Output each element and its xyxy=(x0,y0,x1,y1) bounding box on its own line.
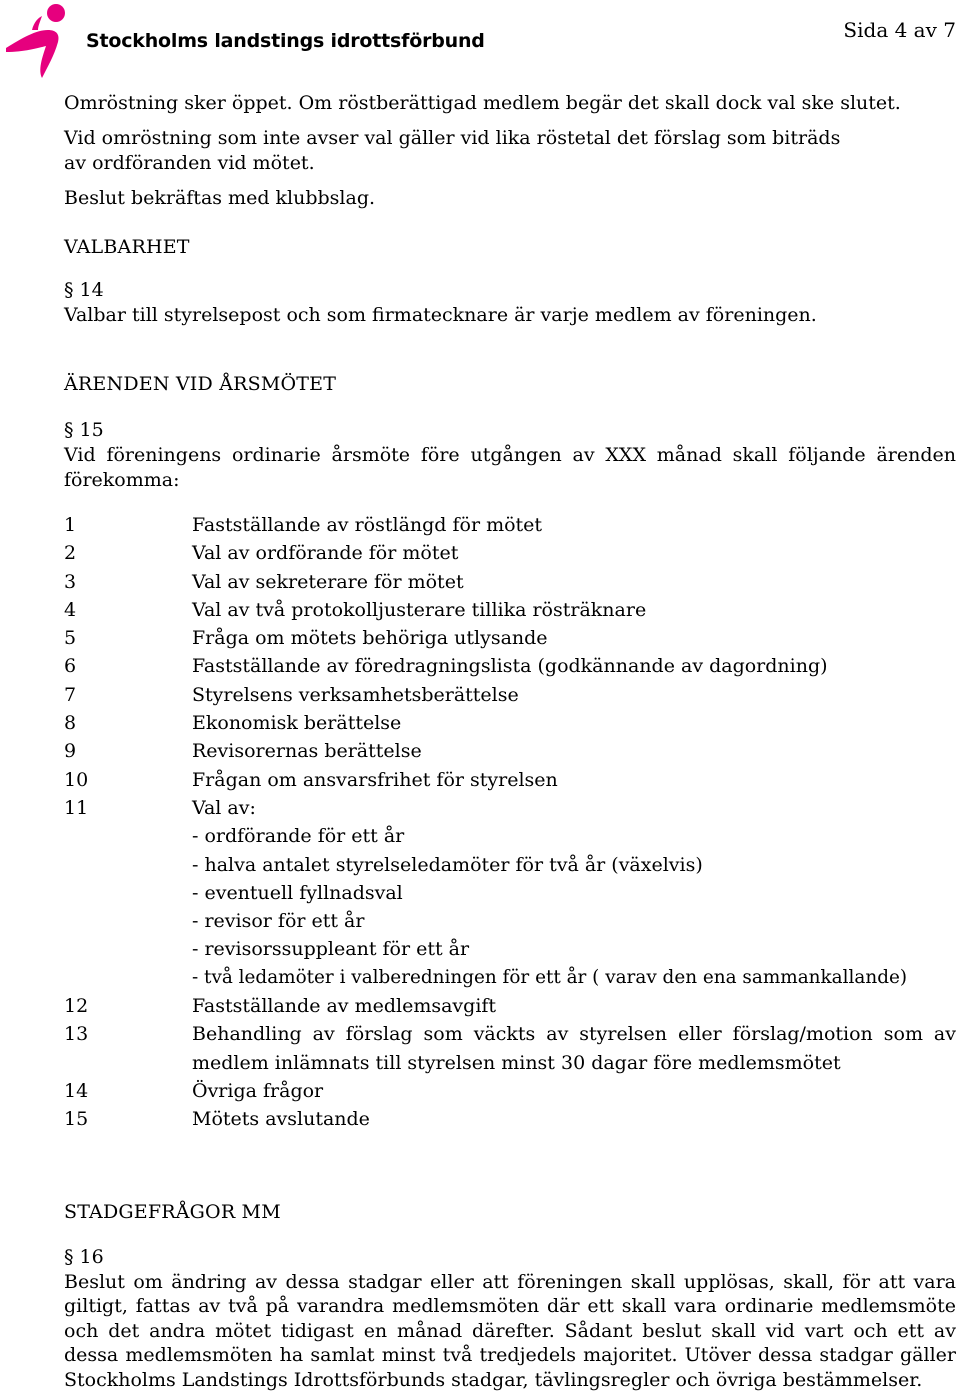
voting-line-1: Omröstning sker öppet. Om röstberättigad medlem begär det skall dock val ske slutet. xyxy=(64,92,901,114)
sub-list-item xyxy=(64,964,956,992)
sub-item-text: - eventuell fyllnadsval xyxy=(192,881,403,904)
sub-list-item xyxy=(64,907,956,935)
list-item xyxy=(64,624,956,652)
list-item xyxy=(64,652,956,680)
arenden-intro: Vid föreningens ordinarie årsmöte före utgången av XXX månad skall följande ärenden förekomma: xyxy=(64,444,956,491)
item-number: 14 xyxy=(64,1079,89,1102)
section-heading-arenden: ÄRENDEN VID ÅRSMÖTET xyxy=(64,373,337,395)
item-number: 15 xyxy=(64,1108,89,1131)
voting-line-2: Vid omröstning som inte avser val gäller vid lika röstetal det förslag som biträds av ordföranden vid mötet. xyxy=(64,127,841,174)
item-text: Styrelsens verksamhetsberättelse xyxy=(192,683,519,706)
item-number: 2 xyxy=(64,542,77,565)
item-text: Val av: xyxy=(192,796,256,819)
sub-item-text: - ordförande för ett år xyxy=(192,825,405,848)
document-body xyxy=(64,91,956,1392)
item-text: Mötets avslutande xyxy=(192,1108,370,1131)
list-item xyxy=(64,1105,956,1133)
sub-item-text: - revisor för ett år xyxy=(192,910,365,933)
stadgefragor-text: Beslut om ändring av dessa stadgar eller att föreningen skall upplösas, skall, för att vara giltigt, fattas av två på varandra medlemsmöten där ett skall vara ordinarie medlemsmöte och det andra mötet tidigast en månad därefter. Sådant beslut skall vid vart och ett av dessa medlemsmöten ha samlat minst två tredjedels majoritet. Utöver dessa stadgar gäller Stockholms Landstings Idrottsförbunds stadgar, tävlingsregler och övriga bestämmelser. xyxy=(64,1270,956,1391)
sub-item-text: - två ledamöter i valberedningen för ett år ( varav den ena sammankallande) xyxy=(192,966,908,988)
sub-list-item xyxy=(64,879,956,907)
agenda-list xyxy=(64,511,956,1134)
list-item xyxy=(64,596,956,624)
sub-item-text: - revisorssuppleant för ett år xyxy=(192,938,470,961)
item-number: 3 xyxy=(64,570,77,593)
item-text: Revisorernas berättelse xyxy=(192,740,422,763)
item-number: 10 xyxy=(64,768,89,791)
section-heading-stadgefragor: STADGEFRÅGOR MM xyxy=(64,1200,281,1223)
list-item xyxy=(64,794,956,822)
list-item xyxy=(64,737,956,765)
list-item xyxy=(64,709,956,737)
item-text: Val av två protokolljusterare tillika rösträknare xyxy=(192,598,647,621)
page-header xyxy=(0,0,960,90)
paragraph-number-16: § 16 xyxy=(64,1245,104,1268)
list-item xyxy=(64,511,956,539)
org-name: Stockholms landstings idrottsförbund xyxy=(86,30,485,52)
item-text: Val av sekreterare för mötet xyxy=(192,570,464,593)
section-heading-valbarhet: VALBARHET xyxy=(64,236,190,258)
valbarhet-text: Valbar till styrelsepost och som firmatecknare är varje medlem av föreningen. xyxy=(64,304,817,326)
page-number: Sida 4 av 7 xyxy=(843,18,956,42)
item-number: 8 xyxy=(64,712,77,735)
sub-list-item xyxy=(64,851,956,879)
sub-list-item xyxy=(64,935,956,963)
item-text: Behandling av förslag som väckts av styrelsen eller förslag/motion som av medlem inlämnats till styrelsen minst 30 dagar före medlemsmötet xyxy=(192,1023,956,1074)
paragraph-number-14: § 14 xyxy=(64,279,104,301)
item-number: 1 xyxy=(64,514,77,536)
item-text: Fråga om mötets behöriga utlysande xyxy=(192,627,548,650)
list-item xyxy=(64,1020,956,1077)
sli-logo-icon xyxy=(2,0,78,80)
sub-list-item xyxy=(64,822,956,850)
item-number: 12 xyxy=(64,995,89,1018)
list-item xyxy=(64,568,956,596)
item-number: 6 xyxy=(64,655,77,678)
list-item xyxy=(64,681,956,709)
list-item xyxy=(64,539,956,567)
item-number: 5 xyxy=(64,627,77,650)
item-text: Övriga frågor xyxy=(192,1079,324,1102)
item-number: 11 xyxy=(64,796,89,819)
item-text: Fastställande av röstlängd för mötet xyxy=(192,514,543,536)
item-text: Fastställande av medlemsavgift xyxy=(192,995,497,1018)
item-text: Frågan om ansvarsfrihet för styrelsen xyxy=(192,768,558,791)
voting-line-3: Beslut bekräftas med klubbslag. xyxy=(64,187,376,209)
item-number: 13 xyxy=(64,1023,89,1046)
item-number: 4 xyxy=(64,598,77,621)
item-number: 7 xyxy=(64,683,77,706)
item-text: Val av ordförande för mötet xyxy=(192,542,459,565)
item-text: Fastställande av föredragningslista (godkännande av dagordning) xyxy=(192,655,828,678)
list-item xyxy=(64,1077,956,1105)
list-item xyxy=(64,766,956,794)
paragraph-number-15: § 15 xyxy=(64,419,104,441)
item-number: 9 xyxy=(64,740,77,763)
item-text: Ekonomisk berättelse xyxy=(192,712,402,735)
list-item xyxy=(64,992,956,1020)
sub-item-text: - halva antalet styrelseledamöter för två år (växelvis) xyxy=(192,853,703,876)
